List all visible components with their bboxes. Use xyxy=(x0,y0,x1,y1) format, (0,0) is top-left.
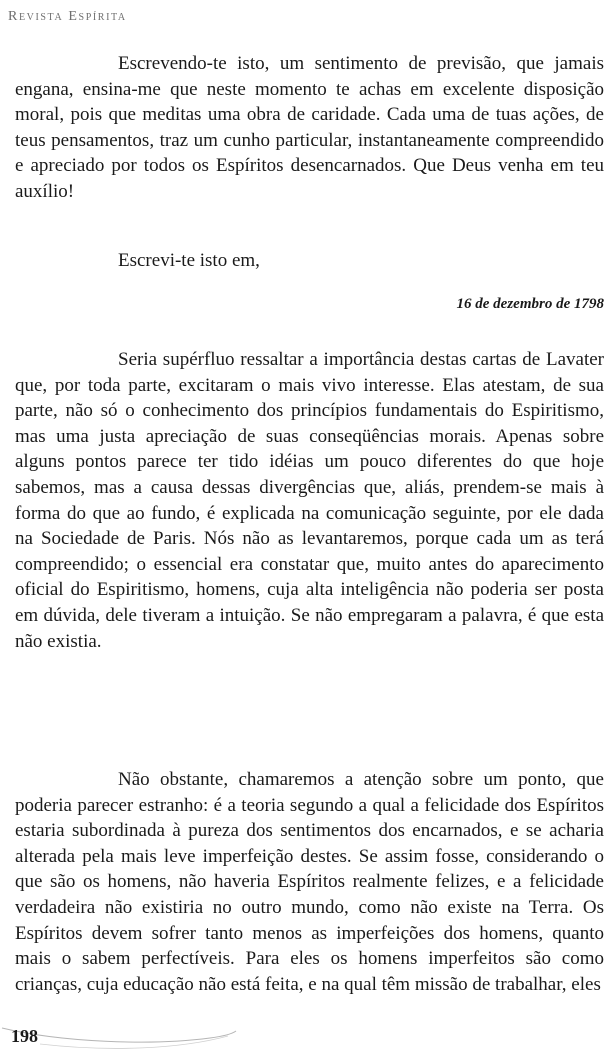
letter-date: 16 de dezembro de 1798 xyxy=(456,296,604,312)
paragraph-letter-closing: Escrevendo-te isto, um sentimento de previsão, que jamais engana, ensina-me que neste momento te achas em excelente disposição moral, pois que meditas uma obra de caridade. Cada uma de tuas ações, de teus pensamentos, traz um cunho particular, instantaneamente compreendido e apreciado por todos os Espíritos desencarnados. Que Deus venha em teu auxílio! xyxy=(15,53,604,202)
paragraph-written-on: Escrevi-te isto em, xyxy=(118,250,260,271)
running-header: Revista Espírita xyxy=(8,9,127,24)
paragraph-commentary: Seria supérfluo ressaltar a importância destas cartas de Lavater que, por toda parte, excitaram o mais vivo interesse. Elas atestam, de sua parte, não só o conhecimento dos princípios fundamentais do Espiritismo, mas uma justa apreciação de suas conseqüências morais. Apenas sobre alguns pontos parece ter tido idéias um pouco diferentes do que hoje sabemos, mas a causa dessas divergências que, aliás, prendem-se mais à forma do que ao fundo, é explicada na comunicação seguinte, por ele dada na Sociedade de Paris. Nós não as levantaremos, porque cada um as terá compreendido; o essencial era constatar que, muito antes do aparecimento oficial do Espiritismo, homens, cuja alta inteligência não poderia ser posta em dúvida, dele tiveram a intuição. Se não empregaram a palavra, é que esta não existia. xyxy=(15,349,604,652)
paragraph-observation: Não obstante, chamaremos a atenção sobre um ponto, que poderia parecer estranho: é a teoria segundo a qual a felicidade dos Espíritos estaria subordinada à pureza dos sentimentos dos encarnados, e se acharia alterada pela mais leve imperfeição destes. Se assim fosse, considerando o que são os homens, não haveria Espíritos realmente felizes, e a felicidade verdadeira não existiria no outro mundo, como não existe na Terra. Os Espíritos devem sofrer tanto menos as imperfeições dos homens, quanto mais o sabem perfectíveis. Para eles os homens imperfeitos são como crianças, cuja educação não está feita, e na qual têm missão de trabalhar, eles xyxy=(15,769,604,995)
page-number: 198 xyxy=(11,1026,38,1046)
